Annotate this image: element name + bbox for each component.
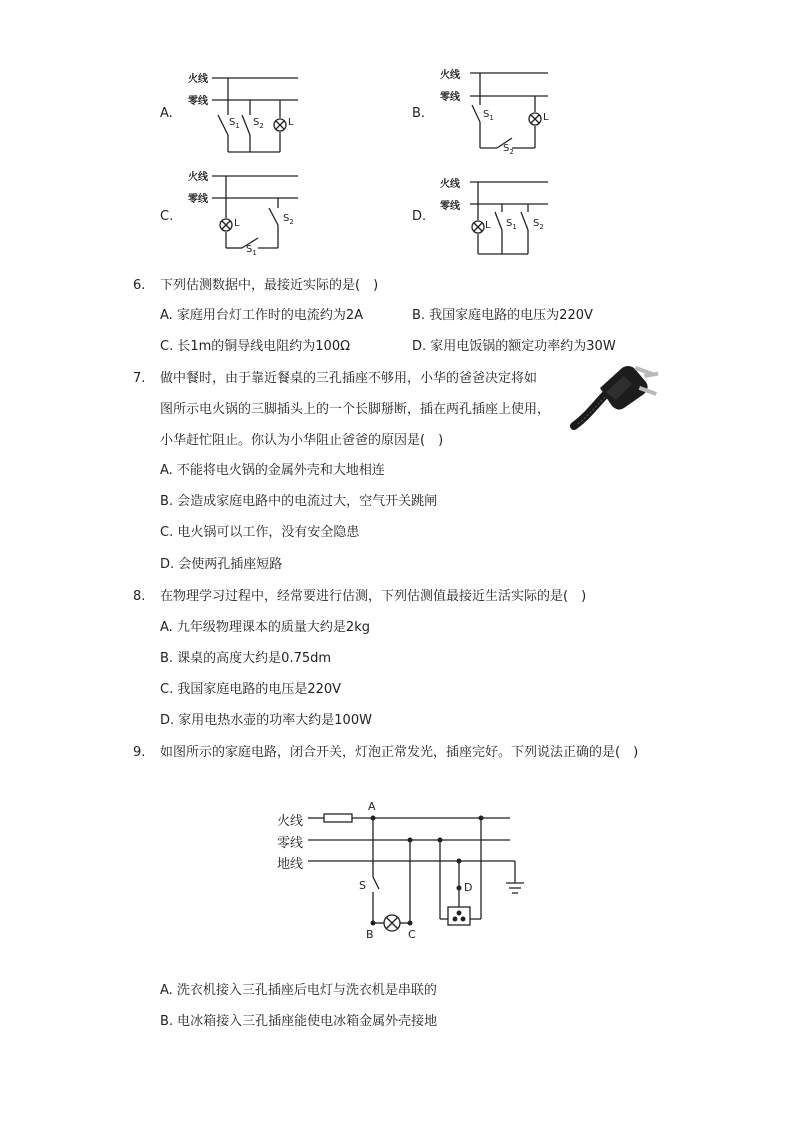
lamp-label: L <box>234 218 240 229</box>
q7-option-a: A. 不能将电火锅的金属外壳和大地相连 <box>160 463 385 478</box>
ground-wire-label: 地线 <box>277 857 304 872</box>
q9-option-a: A. 洗衣机接入三孔插座后电灯与洗衣机是串联的 <box>160 983 437 998</box>
question-7-stem-line1: 做中餐时，由于靠近餐桌的三孔插座不够用，小华的爸爸决定将如 <box>160 371 538 386</box>
switch-s1-label: $S_1$ <box>506 218 517 231</box>
circuit-option-d-label: D. <box>412 209 427 224</box>
switch-s1-label: $S_1$ <box>229 117 240 130</box>
live-wire-label: 火线 <box>440 179 460 190</box>
q8-option-a: A. 九年级物理课本的质量大约是2kg <box>160 620 370 635</box>
point-a-label: A <box>368 800 376 813</box>
question-number: 8. <box>133 589 146 604</box>
q7-option-d: D. 会使两孔插座短路 <box>160 557 283 572</box>
neutral-wire-label: 零线 <box>188 96 208 107</box>
q9-option-b: B. 电冰箱接入三孔插座能使电冰箱金属外壳接地 <box>160 1014 438 1029</box>
point-b-label: B <box>366 928 374 941</box>
lamp-label: L <box>485 220 491 231</box>
question-number: 7. <box>133 371 146 386</box>
live-wire-label: 火线 <box>188 172 208 183</box>
neutral-wire-label: 零线 <box>188 194 208 205</box>
lamp-label: L <box>288 117 294 128</box>
question-7-stem-line3: 小华赶忙阻止。你认为小华阻止爸爸的原因是( ) <box>160 433 444 448</box>
circuit-option-b-label: B. <box>412 106 426 121</box>
circuit-options-figure <box>150 60 650 270</box>
q6-option-b: B. 我国家庭电路的电压为220V <box>412 308 593 323</box>
q8-option-c: C. 我国家庭电路的电压是220V <box>160 682 342 697</box>
switch-s1-label: $S_1$ <box>483 109 494 122</box>
q7-option-b: B. 会造成家庭电路中的电流过大，空气开关跳闸 <box>160 494 438 509</box>
live-wire-label: 火线 <box>188 74 208 85</box>
live-wire-label: 火线 <box>277 814 304 829</box>
switch-s-label: S <box>359 879 366 892</box>
switch-s2-label: $S_2$ <box>533 218 544 231</box>
circuit-option-c-label: C. <box>160 209 174 224</box>
q6-option-d: D. 家用电饭锅的额定功率约为30W <box>412 339 616 354</box>
question-number: 9. <box>133 745 146 760</box>
question-9-stem: 如图所示的家庭电路，闭合开关，灯泡正常发光，插座完好。下列说法正确的是( ) <box>160 745 639 760</box>
neutral-wire-label: 零线 <box>440 201 460 212</box>
point-d-label: D <box>464 881 473 894</box>
switch-s1-label: $S_1$ <box>246 244 257 257</box>
neutral-wire-label: 零线 <box>440 92 460 103</box>
neutral-wire-label: 零线 <box>277 836 304 851</box>
q7-option-c: C. 电火锅可以工作，没有安全隐患 <box>160 525 360 540</box>
switch-s2-label: $S_2$ <box>283 213 294 226</box>
q6-option-c: C. 长1m的铜导线电阻约为100Ω <box>160 339 351 354</box>
question-6-stem: 下列估测数据中，最接近实际的是( ) <box>160 278 379 293</box>
question-number: 6. <box>133 278 146 293</box>
three-prong-plug-image <box>570 358 662 430</box>
question-8-stem: 在物理学习过程中，经常要进行估测，下列估测值最接近生活实际的是( ) <box>160 589 587 604</box>
q8-option-b: B. 课桌的高度大约是0.75dm <box>160 651 332 666</box>
point-c-label: C <box>408 928 416 941</box>
switch-s2-label: $S_2$ <box>253 117 264 130</box>
q8-option-d: D. 家用电热水壶的功率大约是100W <box>160 713 372 728</box>
household-circuit-figure <box>270 795 540 945</box>
lamp-label: L <box>543 112 549 123</box>
switch-s2-label: $S_2$ <box>503 143 514 156</box>
circuit-option-a-label: A. <box>160 106 173 121</box>
q6-option-a: A. 家庭用台灯工作时的电流约为2A <box>160 308 364 323</box>
live-wire-label: 火线 <box>440 70 460 81</box>
question-7-stem-line2: 图所示电火锅的三脚插头上的一个长脚掰断，插在两孔插座上使用， <box>160 402 551 417</box>
